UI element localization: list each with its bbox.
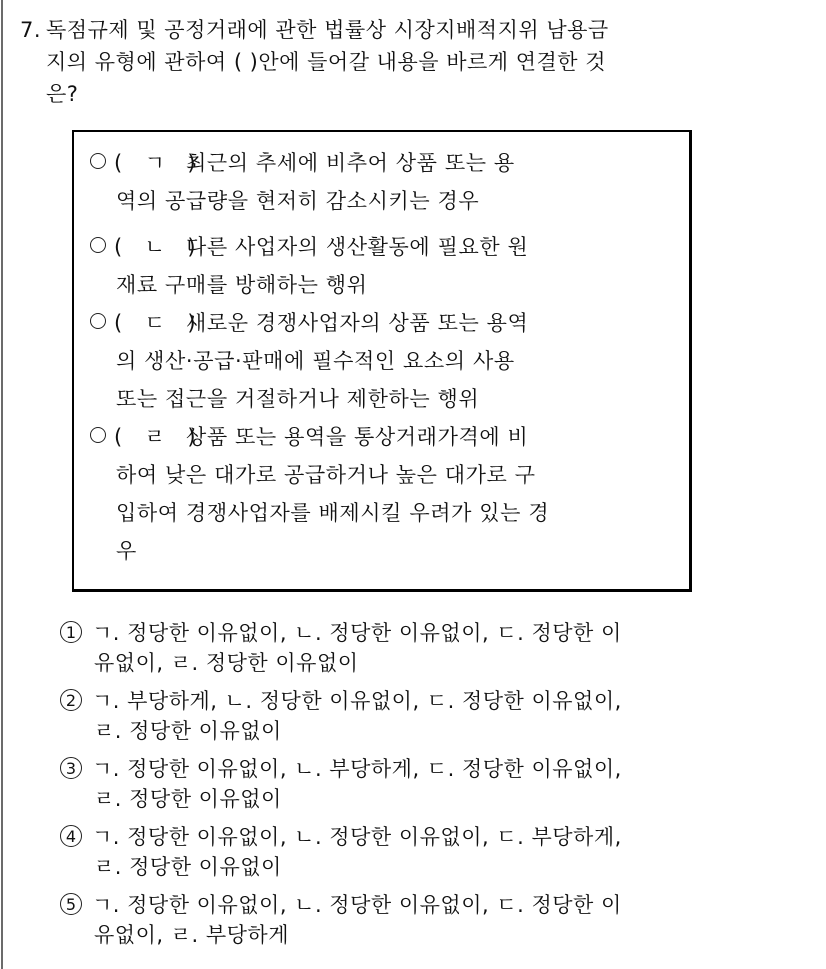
option-line bbox=[60, 890, 800, 920]
box-item-line bbox=[90, 228, 680, 266]
option-number-badge: 5 bbox=[60, 893, 82, 915]
answer-option-1[interactable] bbox=[60, 618, 800, 678]
conditions-box bbox=[72, 130, 692, 592]
box-item-nieun bbox=[90, 228, 680, 304]
box-item-rieul bbox=[90, 418, 680, 570]
blank-label: ( ㄱ ) bbox=[114, 151, 197, 175]
option-text: ㄱ. 정당한 이유없이, ㄴ. 정당한 이유없이, ㄷ. 정당한 이 bbox=[92, 621, 622, 645]
question-number: 7. bbox=[20, 18, 42, 42]
circle-bullet-icon bbox=[90, 153, 106, 169]
option-text: ㄱ. 정당한 이유없이, ㄴ. 정당한 이유없이, ㄷ. 정당한 이 bbox=[92, 893, 622, 917]
blank-label: ( ㄴ ) bbox=[114, 235, 197, 259]
box-item-text: 상품 또는 용역을 통상거래가격에 비 bbox=[186, 425, 529, 449]
option-line bbox=[60, 618, 800, 648]
answer-option-3[interactable] bbox=[60, 754, 800, 814]
box-item-giyeok bbox=[90, 144, 680, 220]
question-stem bbox=[20, 14, 780, 110]
question-line-1 bbox=[20, 14, 780, 46]
box-item-line: 하여 낮은 대가로 공급하거나 높은 대가로 구 bbox=[116, 463, 536, 487]
box-item-line: 우 bbox=[116, 539, 137, 563]
box-item-line bbox=[90, 304, 680, 342]
option-line: 유없이, ㄹ. 부당하게 bbox=[94, 923, 289, 947]
option-number-badge: 3 bbox=[60, 757, 82, 779]
question-line-3: 은? bbox=[46, 82, 79, 106]
page-left-rule bbox=[1, 0, 3, 969]
option-line: 유없이, ㄹ. 정당한 이유없이 bbox=[94, 651, 359, 675]
box-item-line: 입하여 경쟁사업자를 배제시킬 우려가 있는 경 bbox=[116, 501, 550, 525]
box-item-text: 다른 사업자의 생산활동에 필요한 원 bbox=[186, 235, 529, 259]
question-text-1: 독점규제 및 공정거래에 관한 법률상 시장지배적지위 남용금 bbox=[46, 18, 609, 42]
option-number-badge: 2 bbox=[60, 689, 82, 711]
circle-bullet-icon bbox=[90, 313, 106, 329]
option-text: ㄱ. 정당한 이유없이, ㄴ. 부당하게, ㄷ. 정당한 이유없이, bbox=[92, 757, 622, 781]
option-line bbox=[60, 686, 800, 716]
box-item-line: 또는 접근을 거절하거나 제한하는 행위 bbox=[116, 387, 480, 411]
circle-bullet-icon bbox=[90, 237, 106, 253]
box-item-line: 재료 구매를 방해하는 행위 bbox=[116, 273, 368, 297]
option-number-badge: 1 bbox=[60, 621, 82, 643]
circle-bullet-icon bbox=[90, 427, 106, 443]
box-item-line: 의 생산·공급·판매에 필수적인 요소의 사용 bbox=[116, 349, 515, 373]
box-item-line bbox=[90, 144, 680, 182]
option-line: ㄹ. 정당한 이유없이 bbox=[94, 719, 282, 743]
option-text: ㄱ. 정당한 이유없이, ㄴ. 정당한 이유없이, ㄷ. 부당하게, bbox=[92, 825, 622, 849]
box-item-text: 최근의 추세에 비추어 상품 또는 용 bbox=[186, 151, 515, 175]
box-item-digeut bbox=[90, 304, 680, 418]
question-line-2: 지의 유형에 관하여 ( )안에 들어갈 내용을 바르게 연결한 것 bbox=[46, 50, 607, 74]
blank-label: ( ㄹ ) bbox=[114, 425, 197, 449]
answer-option-5[interactable] bbox=[60, 890, 800, 950]
box-item-text: 새로운 경쟁사업자의 상품 또는 용역 bbox=[186, 311, 529, 335]
box-item-line bbox=[90, 418, 680, 456]
option-line: ㄹ. 정당한 이유없이 bbox=[94, 787, 282, 811]
option-line bbox=[60, 822, 800, 852]
answer-option-2[interactable] bbox=[60, 686, 800, 746]
answer-option-4[interactable] bbox=[60, 822, 800, 882]
blank-label: ( ㄷ ) bbox=[114, 311, 197, 335]
option-line: ㄹ. 정당한 이유없이 bbox=[94, 855, 282, 879]
option-line bbox=[60, 754, 800, 784]
option-number-badge: 4 bbox=[60, 825, 82, 847]
box-item-line: 역의 공급량을 현저히 감소시키는 경우 bbox=[116, 189, 480, 213]
option-text: ㄱ. 부당하게, ㄴ. 정당한 이유없이, ㄷ. 정당한 이유없이, bbox=[92, 689, 622, 713]
